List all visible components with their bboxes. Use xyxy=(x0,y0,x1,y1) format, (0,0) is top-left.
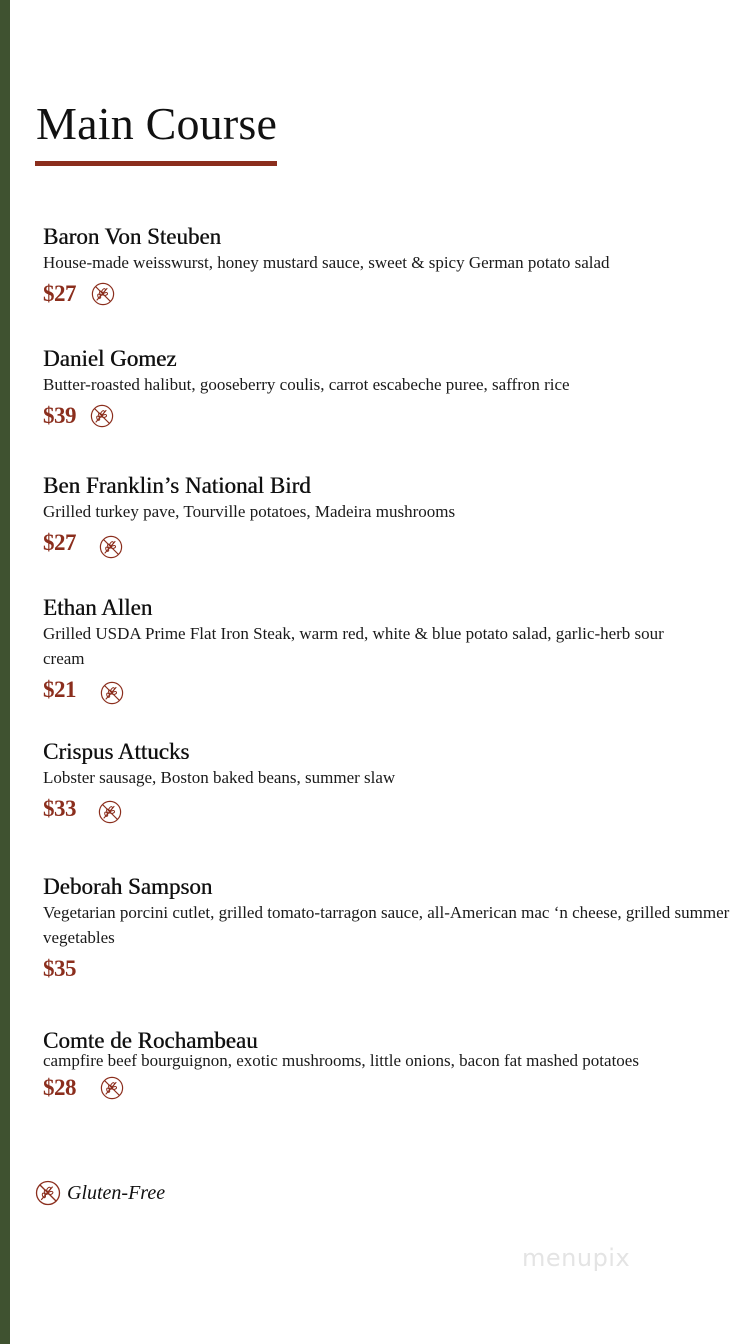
item-name: Ben Franklin’s National Bird xyxy=(43,473,311,498)
title-underline xyxy=(35,161,277,166)
price-row xyxy=(43,794,733,824)
item-price: $33 xyxy=(43,796,76,821)
gluten-free-icon xyxy=(100,1076,124,1100)
menu-item xyxy=(43,346,733,431)
price-row xyxy=(43,279,733,309)
menu-item xyxy=(43,739,733,824)
item-name: Baron Von Steuben xyxy=(43,224,222,249)
item-name: Crispus Attucks xyxy=(43,739,190,764)
gluten-free-icon xyxy=(91,282,115,306)
price-row xyxy=(43,954,733,984)
item-price: $28 xyxy=(43,1075,76,1100)
item-price: $39 xyxy=(43,403,76,428)
item-price: $27 xyxy=(43,281,76,306)
item-description: Grilled USDA Prime Flat Iron Steak, warm red, white & blue potato salad, garlic-herb sour cream xyxy=(43,624,664,668)
menu-item xyxy=(43,473,733,558)
item-description: House-made weisswurst, honey mustard sauce, sweet & spicy German potato salad xyxy=(43,253,610,272)
item-description: Vegetarian porcini cutlet, grilled tomato-tarragon sauce, all-American mac ‘n cheese, grilled summer vegetables xyxy=(43,903,730,947)
menu-item xyxy=(43,224,733,309)
legend-label: Gluten-Free xyxy=(67,1181,166,1204)
gluten-free-icon xyxy=(100,681,124,705)
item-description: Butter-roasted halibut, gooseberry coulis, carrot escabeche puree, saffron rice xyxy=(43,375,570,394)
left-accent-bar xyxy=(0,0,10,1344)
item-price: $21 xyxy=(43,677,76,702)
item-description: campfire beef bourguignon, exotic mushrooms, little onions, bacon fat mashed potatoes xyxy=(43,1051,639,1070)
price-row xyxy=(43,401,733,431)
item-name: Daniel Gomez xyxy=(43,346,177,371)
item-price: $35 xyxy=(43,956,76,981)
price-row xyxy=(43,528,733,558)
price-row xyxy=(43,1073,733,1103)
gluten-free-icon xyxy=(99,535,123,559)
gluten-free-icon xyxy=(35,1180,61,1206)
item-name: Ethan Allen xyxy=(43,595,153,620)
item-name: Deborah Sampson xyxy=(43,874,213,899)
item-price: $27 xyxy=(43,530,76,555)
menu-item xyxy=(43,1028,733,1103)
watermark: menupix xyxy=(522,1244,631,1272)
page-title: Main Course xyxy=(36,98,278,149)
gluten-free-legend xyxy=(35,1180,165,1206)
item-description: Lobster sausage, Boston baked beans, summer slaw xyxy=(43,768,396,787)
item-description: Grilled turkey pave, Tourville potatoes, Madeira mushrooms xyxy=(43,502,456,521)
item-name: Comte de Rochambeau xyxy=(43,1028,258,1053)
gluten-free-icon xyxy=(90,404,114,428)
menu-item xyxy=(43,595,683,705)
gluten-free-icon xyxy=(98,800,122,824)
menu-item xyxy=(43,874,733,984)
price-row xyxy=(43,675,683,705)
